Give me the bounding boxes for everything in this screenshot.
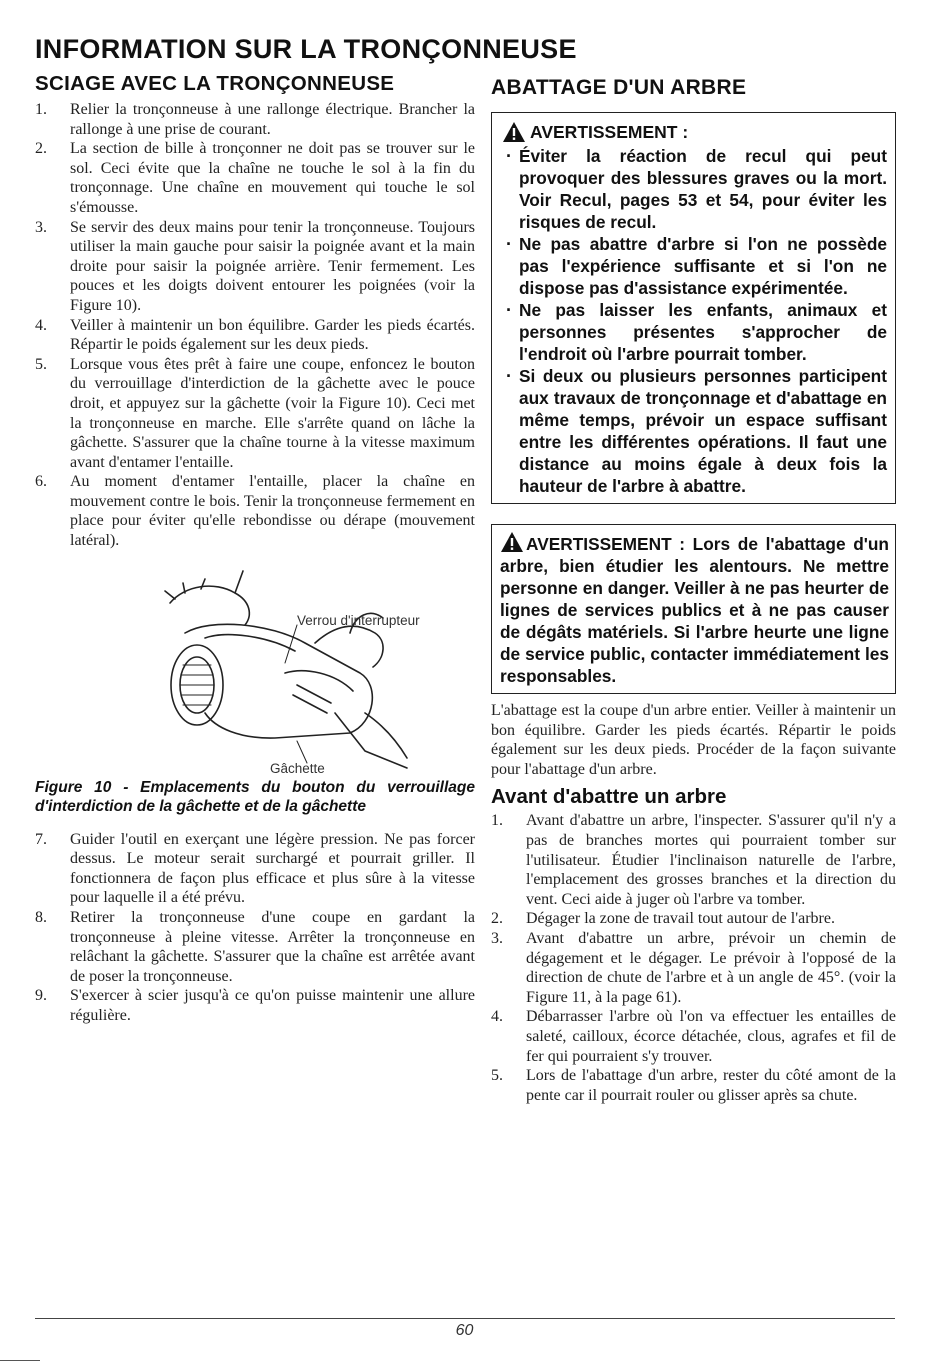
list-item [35,100,475,139]
list-item-text: Au moment d'entamer l'entaille, placer la chaîne en mouvement contre le bois. Tenir la tronçonneuse fermement en place pour éviter qu'elle rebondisse ou dérape (mouvement latéral). [70,473,475,550]
chainsaw-illustration [35,563,475,778]
list-item-text: Avant d'abattre un arbre, l'inspecter. S'assurer qu'il n'y a pas de branches mortes qui pourraient tomber sur l'utilisateur. Étudier l'inclinaison naturelle de l'arbre, l'emplacement des grosses branches et la direction du vent. Ceci aide à juger où l'arbre va tomber. [526,812,896,908]
list-item [491,1007,896,1066]
list-item [35,316,475,355]
list-item-number: 3. [35,218,47,236]
list-item-text: S'exercer à scier jusqu'à ce qu'on puisse maintenir une allure régulière. [70,987,475,1024]
warning-item: · Si deux ou plusieurs personnes participent aux travaux de tronçonnage et d'abattage en même temps, prévoir un espace suffisant entre les différentes opérations. Il faut une distance au moins égale à deux fois la hauteur de l'arbre à abattre. [502,365,887,497]
warning-heading-text: AVERTISSEMENT : [530,121,689,142]
list-item-number: 2. [491,910,503,928]
warning-triangle-icon [500,531,524,553]
warning-box-1 [491,112,896,504]
list-item-number: 5. [35,355,47,373]
warning-triangle-icon [502,121,526,143]
list-item-number: 5. [491,1067,503,1085]
list-item [35,986,475,1025]
sciage-steps-list [35,100,475,551]
section-title-sciage: SCIAGE AVEC LA TRONÇONNEUSE [35,72,395,95]
list-item [491,909,896,929]
left-column [35,72,475,1026]
list-item-number: 9. [35,987,47,1005]
list-item-number: 6. [35,473,47,491]
page-number: 60 [455,1322,474,1339]
list-item [35,472,475,550]
list-item-number: 1. [35,101,47,118]
list-item-text: Retirer la tronçonneuse d'une coupe en gardant la tronçonneuse à pleine vitesse. Arrêter la tronçonneuse en relâchant la gâchette. S'assurer que la chaîne est arrêtée avant de poser la tronçonneuse. [70,909,475,985]
warning-2-text: AVERTISSEMENT : Lors de l'abattage d'un arbre, bien étudier les alentours. Ne mettre personne en danger. Veiller à ne pas heurter de lignes de services publics et à ne pas causer de dégâts matériels. Si l'arbre heurte une ligne de service public, contacter immédiatement les responsables. [500,534,889,686]
avant-abattre-steps-list [491,811,896,1105]
list-item-text: Guider l'outil en exerçant une légère pression. Ne pas forcer dessus. Le moteur serait surchargé et pourrait griller. Il fonctionnera de façon plus efficace et plus sûre à la vitesse pour laquelle il a été prévu. [70,830,475,907]
label-gachette: Gâchette [270,760,325,776]
list-item [35,218,475,316]
warning-item: · Éviter la réaction de recul qui peut provoquer des blessures graves ou la mort. Voir Recul, pages 53 et 54, pour éviter les risques de recul. [502,145,887,233]
figure-caption: Figure 10 - Emplacements du bouton du verrouillage d'interdiction de la gâchette et de la gâchette [35,778,475,815]
list-item [35,139,475,217]
list-item [35,908,475,986]
page-title: INFORMATION SUR LA TRONÇONNEUSE [35,34,577,64]
list-item-text: Se servir des deux mains pour tenir la tronçonneuse. Toujours utiliser la main gauche pour saisir la poignée avant et la main droite pour saisir la poignée arrière. Tenir fermement. Les pouces et les doigts doivent entourer les poignées (voir la Figure 10). [70,218,475,314]
list-item-text: Débarrasser l'arbre où l'on va effectuer les entailles de saleté, cailloux, écorce détachée, clous, agrafes et fil de fer qui pourraient s'y trouver. [526,1008,896,1065]
corner-mark [0,1360,40,1361]
warning-heading [502,121,887,143]
abattage-intro: L'abattage est la coupe d'un arbre entier. Veiller à maintenir un bon équilibre. Garder les pieds écartés. Répartir le poids également sur les deux pieds. Procéder de la façon suivante pour l'abattage d'un arbre. [491,702,896,778]
list-item-text: Avant d'abattre un arbre, prévoir un chemin de dégagement et le dégager. Le prévoir à l'opposé de la direction de chute de l'arbre et à un angle de 45°. (voir la Figure 11, à la page 61). [526,929,896,1006]
list-item-text: Veiller à maintenir un bon équilibre. Garder les pieds écartés. Répartir le poids également sur les deux pieds. [70,316,475,354]
list-item-number: 2. [35,140,47,158]
list-item-text: Dégager la zone de travail tout autour de l'arbre. [526,910,835,928]
right-column [491,76,896,1105]
list-item-number: 3. [491,929,503,947]
list-item [491,1066,896,1105]
list-item [491,929,896,1007]
subhead-avant-abattre: Avant d'abattre un arbre [491,785,727,809]
list-item [491,811,896,909]
list-item-number: 8. [35,909,47,927]
list-item [35,355,475,473]
list-item [35,830,475,908]
footer-rule [35,1318,895,1319]
list-item-text: Lorsque vous êtes prêt à faire une coupe, enfoncez le bouton du verrouillage d'interdiction de la gâchette avec le pouce droit, et appuyez sur la gâchette (voir la Figure 10). Ceci met la tronçonneuse en marche. Elle s'arrête quand on lâche la gâchette. S'assurer que la chaîne tourne à la vitesse maximum avant d'entamer l'entaille. [70,355,475,471]
warning-item: · Ne pas abattre d'arbre si l'on ne possède pas l'expérience suffisante et si l'on ne dispose pas d'assistance expérimentée. [502,233,887,299]
list-item-number: 7. [35,830,47,848]
warning-item: · Ne pas laisser les enfants, animaux et personnes présentes s'approcher de l'endroit où l'arbre pourrait tomber. [502,299,887,365]
figure-10 [35,563,475,778]
warning-list [502,145,887,497]
list-item-text: Relier la tronçonneuse à une rallonge électrique. Brancher la rallonge à une prise de courant. [70,101,475,138]
warning-box-2 [491,524,896,694]
sciage-steps-list-continued [35,830,475,1026]
section-title-abattage: ABATTAGE D'UN ARBRE [491,76,747,99]
label-verrou-interrupteur: Verrou d'interrupteur [297,612,420,628]
list-item-number: 1. [491,812,503,830]
list-item-text: Lors de l'abattage d'un arbre, rester du côté amont de la pente car il pourrait rouler ou glisser après sa chute. [526,1067,896,1104]
list-item-number: 4. [491,1008,503,1026]
list-item-number: 4. [35,316,47,334]
list-item-text: La section de bille à tronçonner ne doit pas se trouver sur le sol. Ceci évite que la chaîne ne touche le sol à la fin du tronçonnage. Une chaîne en mouvement qui touche le sol s'émousse. [70,140,475,216]
